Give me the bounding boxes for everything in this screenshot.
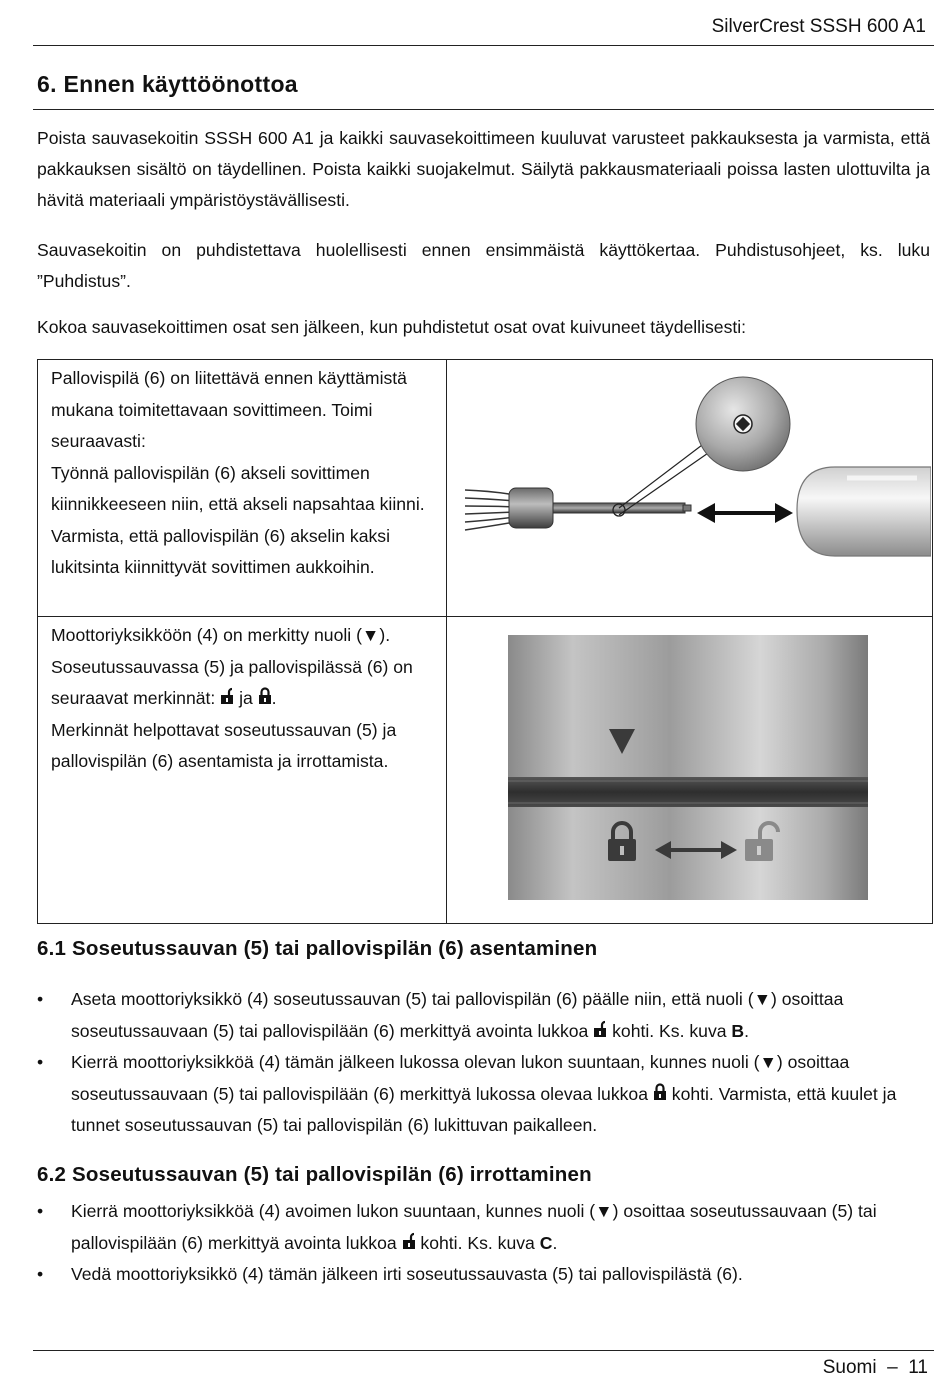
install-step-2-text: Kierrä moottoriyksikköä (4) tämän jälkeen lukossa olevan lukon suuntaan, kunnes nuoli (▼) osoittaa soseutussauvaan (5) tai pallovispilään (6) merkittyä lukossa olevaa lukkoa bbox=[71, 1052, 850, 1104]
remove-steps-list bbox=[37, 1196, 932, 1291]
remove-step-1-end: . bbox=[552, 1232, 558, 1253]
list-item bbox=[37, 1259, 932, 1291]
whisk-adapter-intro-text: Pallovispilä (6) on liitettävä ennen käyttämistä mukana toimitettavaan sovittimeen. Toimi seuraavasti: bbox=[51, 368, 407, 451]
install-step-1-end: . bbox=[744, 1020, 750, 1041]
figure-ref-c: C bbox=[539, 1232, 553, 1253]
motor-coupling-illustration bbox=[447, 617, 933, 924]
whisk-adapter-figure bbox=[447, 360, 931, 613]
bullet-icon: • bbox=[37, 1264, 44, 1284]
section-title-rule bbox=[33, 109, 934, 110]
list-item bbox=[37, 1047, 932, 1142]
figure-ref-b: B bbox=[731, 1020, 745, 1041]
marking-purpose-text: Merkinnät helpottavat soseutussauvan (5) ja pallovispilän (6) asentamista ja irrottamista. bbox=[51, 719, 397, 771]
page-number: Suomi – 11 bbox=[822, 1357, 928, 1378]
remove-step-1-ref-text: kohti. Ks. kuva bbox=[420, 1232, 535, 1253]
install-step-1-ref-text: kohti. Ks. kuva bbox=[612, 1020, 727, 1041]
intro-paragraph-2: Sauvasekoitin on puhdistettava huolellisesti ennen ensimmäistä käyttökertaa. Puhdistusohjeet, ks. luku ”Puhdistus”. bbox=[37, 240, 930, 291]
lock-open-icon bbox=[402, 1232, 416, 1250]
install-steps-list bbox=[37, 984, 932, 1142]
assembly-table bbox=[37, 359, 933, 924]
table-text-cell bbox=[38, 617, 447, 924]
bullet-icon: • bbox=[37, 1201, 44, 1221]
list-item bbox=[37, 1196, 932, 1259]
table-row bbox=[38, 617, 933, 924]
subsection-6-2-title: 6.2 Soseutussauvan (5) tai pallovispilän (6) irrottaminen bbox=[37, 1163, 592, 1186]
subsection-6-1-title: 6.1 Soseutussauvan (5) tai pallovispilän (6) asentaminen bbox=[37, 937, 598, 960]
lock-closed-icon bbox=[258, 687, 272, 705]
install-step-1-text: Aseta moottoriyksikkö (4) soseutussauvan (5) tai pallovispilän (6) päälle niin, että nuoli (▼) osoittaa soseutussauvaan (5) tai pallovispilään (6) merkittyä avointa lukkoa bbox=[71, 989, 844, 1041]
lock-closed-icon bbox=[653, 1083, 667, 1101]
document-header-brand: SilverCrest SSSH 600 A1 bbox=[711, 16, 926, 37]
marking-end: . bbox=[271, 688, 277, 708]
list-item bbox=[37, 984, 932, 1047]
bullet-icon: • bbox=[37, 1052, 44, 1072]
table-row bbox=[38, 360, 933, 617]
whisk-adapter-illustration bbox=[447, 360, 933, 617]
marking-text: Soseutussauvassa (5) ja pallovispilässä (6) on seuraavat merkinnät: bbox=[51, 656, 413, 708]
intro-paragraph-3: Kokoa sauvasekoittimen osat sen jälkeen, kun puhdistetut osat ovat kuivuneet täydellisesti: bbox=[37, 317, 747, 337]
header-rule bbox=[33, 45, 934, 46]
bullet-icon: • bbox=[37, 989, 44, 1009]
footer-rule bbox=[33, 1350, 934, 1351]
motor-coupling-figure bbox=[447, 617, 931, 920]
remove-step-2-text: Vedä moottoriyksikkö (4) tämän jälkeen irti soseutussauvasta (5) tai pallovispilästä (6). bbox=[71, 1264, 743, 1284]
section-title: 6. Ennen käyttöönottoa bbox=[37, 71, 298, 97]
motor-arrow-text: Moottoriyksikköön (4) on merkitty nuoli (▼). bbox=[51, 625, 391, 645]
marking-conjunction: ja bbox=[239, 688, 253, 708]
table-text-cell bbox=[38, 360, 447, 617]
remove-step-1-text: Kierrä moottoriyksikköä (4) avoimen lukon suuntaan, kunnes nuoli (▼) osoittaa soseutussauvaan (5) tai pallovispilään (6) merkittyä avointa lukkoa bbox=[71, 1201, 877, 1253]
intro-paragraph-1: Poista sauvasekoitin SSSH 600 A1 ja kaikki sauvasekoittimeen kuuluvat varusteet pakkauksesta ja varmista, että pakkauksen sisältö on täydellinen. Poista kaikki suojakelmut. Säilytä pakkausmateriaali poissa lasten ulottuvilta ja hävitä materiaali ympäristöystävällisesti. bbox=[37, 128, 930, 210]
lock-open-icon bbox=[220, 687, 234, 705]
whisk-adapter-steps-text: Työnnä pallovispilän (6) akseli sovittimen kiinnikkeeseen niin, että akseli napsahtaa kiinni. Varmista, että pallovispilän (6) akselin kaksi lukitsinta kiinnittyvät sovittimen aukkoihin. bbox=[51, 462, 425, 577]
lock-open-icon bbox=[593, 1020, 607, 1038]
install-step-2-end-text: kohti. Varmista, että kuulet ja tunnet soseutussauvan (5) tai pallovispilän (6) lukittuvan paikalleen. bbox=[71, 1083, 897, 1135]
